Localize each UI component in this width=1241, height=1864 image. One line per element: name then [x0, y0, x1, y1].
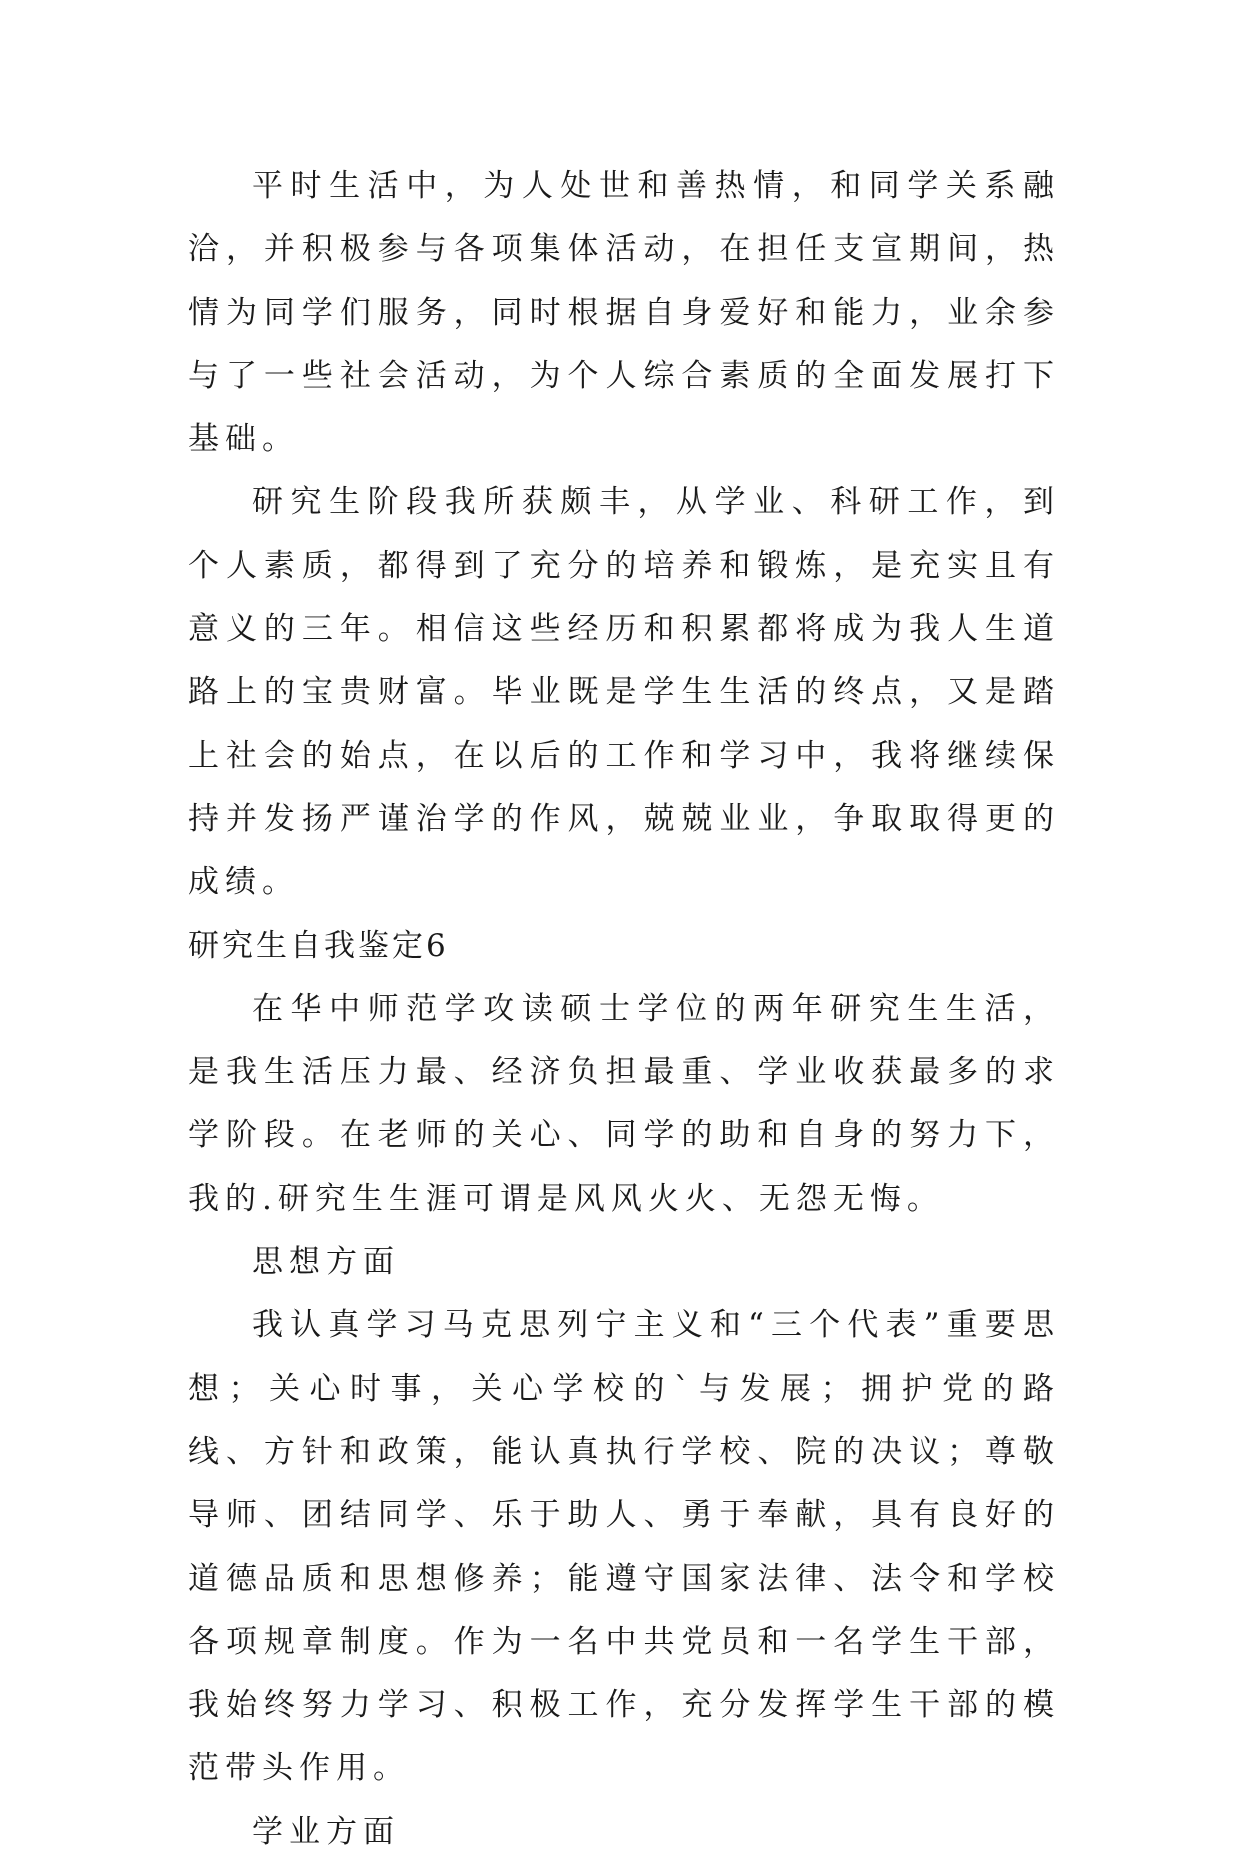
paragraph-thought: 我认真学习马克思列宁主义和“三个代表”重要思想；关心时事，关心学校的`与发展；拥护党的路线、方针和政策，能认真执行学校、院的决议；尊敬导师、团结同学、乐于助人、勇于奉献，具有良好的道德品质和思想修养；能遵守国家法律、法令和学校各项规章制度。作为一名中共党员和一名学生干部，我始终努力学习、积极工作，充分发挥学生干部的模范带头作用。 [188, 1307, 1060, 1787]
paragraph-summary: 研究生阶段我所获颇丰，从学业、科研工作，到个人素质，都得到了充分的培养和锻炼，是充实且有意义的三年。相信这些经历和积累都将成为我人生道路上的宝贵财富。毕业既是学生生活的终点，又是踏上社会的始点，在以后的工作和学习中，我将继续保持并发扬严谨治学的作风，兢兢业业，争取取得更的成绩。 [188, 484, 1060, 901]
document-page [188, 155, 1060, 1864]
subheading-thought: 思想方面 [252, 1244, 400, 1281]
section-title: 研究生自我鉴定6 [188, 927, 449, 964]
paragraph-intro: 在华中师范学攻读硕士学位的两年研究生生活，是我生活压力最、经济负担最重、学业收获最多的求学阶段。在老师的关心、同学的助和自身的努力下，我的.研究生生涯可谓是风风火火、无怨无悔。 [188, 990, 1060, 1217]
subheading-study: 学业方面 [252, 1813, 400, 1850]
paragraph-life: 平时生活中，为人处世和善热情，和同学关系融洽，并积极参与各项集体活动，在担任支宣期间，热情为同学们服务，同时根据自身爱好和能力，业余参与了一些社会活动，为个人综合素质的全面发展打下基础。 [188, 168, 1060, 458]
